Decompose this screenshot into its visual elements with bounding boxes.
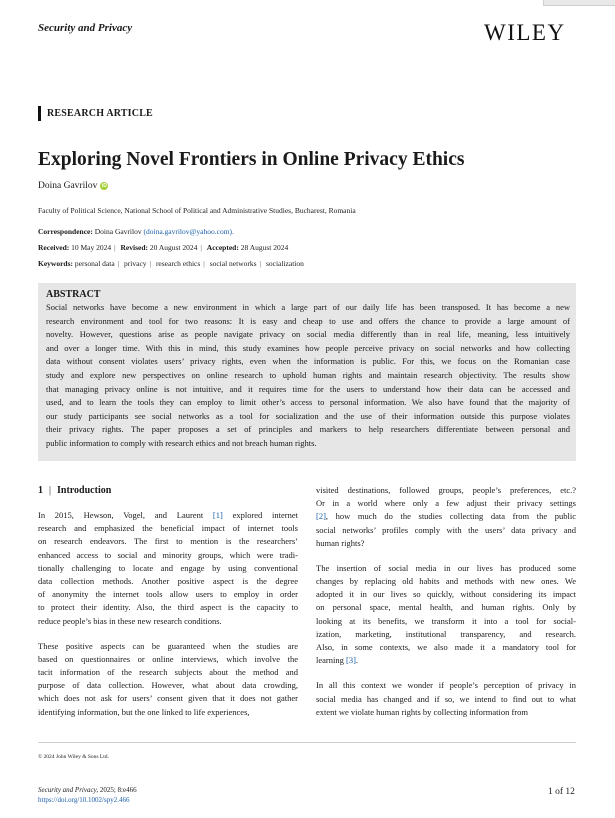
body-line: social networks’ profiles comply with the users’ data privacy and [316, 524, 576, 535]
doi-link[interactable]: https://doi.org/10.1002/spy2.466 [38, 796, 130, 804]
body-line: extent we violate human rights by collecting information from [316, 706, 528, 717]
body-line: The insertion of social media in our lives has produced some [316, 562, 576, 573]
publisher-logo: WILEY [484, 20, 566, 45]
section-title: Introduction [57, 485, 112, 496]
footer-divider [38, 742, 576, 743]
citation-link[interactable]: [2] [316, 511, 326, 522]
body-line: which does not ask for users’ consent given that it does not gather [38, 693, 298, 704]
body-line: Also, in some contexts, we also made it a mandatory tool for [316, 642, 576, 653]
author-name: Doina Gavrilov [38, 181, 98, 191]
page-number: 1 of 12 [548, 787, 575, 797]
body-line: social media has changed and if so, we intend to find out to what [316, 693, 576, 704]
correspondence-name: Doina Gavrilov [94, 227, 142, 236]
body-line: In all this context we wonder if people’s perception of privacy in [316, 680, 576, 691]
correspondence [38, 227, 234, 236]
copyright: © 2024 John Wiley & Sons Ltd. [38, 754, 109, 760]
body-line: based on questionnaires or online interviews, which involve the [38, 653, 298, 664]
author-line [38, 181, 108, 191]
body-line: learning [3]. [316, 655, 359, 666]
body-line: adopted it in our lives so quickly, without considering its impact [316, 589, 576, 600]
abstract-line: data without consent violates users’ privacy rights, even when the information is public. For this, we focus on the Romanian case [46, 356, 570, 367]
section-heading [38, 485, 111, 496]
keywords-label: Keywords: [38, 259, 73, 268]
affiliation: Faculty of Political Science, National School of Political and Administrative Studies, Bucharest, Romania [38, 206, 356, 215]
keyword: personal data [74, 259, 115, 268]
abstract-line: our study participants see social networks as a tool for socialization and the use of their information outside this purpose violates [46, 410, 570, 421]
body-line: [2], how much do the studies collecting data from the public [316, 511, 576, 522]
abstract-line: Social networks have become a new environment in which a large part of our daily life has been transposed. It has become a new [46, 302, 570, 312]
abstract-line: novelty. However, questions arise as people navigate privacy on social media differently than in real life, meaning, less intuitively [46, 329, 570, 340]
dates: Received: 10 May 2024 | Revised: 20 August 2024 | Accepted: 28 August 2024 [38, 243, 289, 252]
body-line: ization, marketing, institutional transparency, and research. [316, 628, 576, 639]
article-type-bar [38, 106, 41, 121]
revised-label: Revised: [120, 243, 148, 252]
browser-corner-tab [543, 0, 615, 6]
citation-link[interactable]: [3] [345, 655, 356, 666]
abstract-line: study and explore new perspectives on online research to uphold human rights and maintain research objectivity. The results show [46, 370, 570, 380]
article-type: RESEARCH ARTICLE [47, 108, 153, 119]
keyword: socialization [265, 259, 304, 268]
body-line: These positive aspects can be guaranteed when the studies are [38, 640, 298, 651]
article-title: Exploring Novel Frontiers in Online Privacy Ethics [38, 149, 465, 170]
body-line: looking at its benefits, we transform it into a tool for social- [316, 615, 576, 626]
section-number: 1 [38, 485, 43, 496]
body-line: tionally challenging to locate and engage by using conventional [38, 562, 298, 573]
abstract-line: used, and to learn the tools they can employ to limit other’s access to personal information. We also have found that the majority of [46, 397, 570, 408]
keyword: privacy [124, 259, 147, 268]
revised-date: 20 August 2024 [149, 243, 198, 252]
accepted-date: 28 August 2024 [240, 243, 289, 252]
keywords: Keywords: personal data | privacy | research ethics | social networks | socialization [38, 259, 304, 268]
abstract-line: research environment and tool for two reasons: It is easy and cheap to use and offers the chance to provide a large amount of [46, 315, 570, 326]
abstract-line: public information to comply with research ethics and not breach human rights. [46, 438, 317, 448]
journal-name: Security and Privacy [38, 22, 133, 34]
body-line: of anonymity the internet tools allow users to employ in order [38, 589, 298, 600]
abstract-line: and over a longer time. With this in mind, this study examines how people perceive privacy on social networks and how collecting [46, 342, 570, 353]
body-line: tacit information of the research subjects about the method and [38, 667, 298, 678]
body-line: visited destinations, followed groups, people’s preferences, etc.? [316, 485, 576, 495]
body-line: In 2015, Hewson, Vogel, and Laurent [1] explored internet [38, 510, 298, 520]
citation [38, 786, 137, 794]
body-line: data collection methods. Another positive aspect is the degree [38, 576, 298, 586]
received-label: Received: [38, 243, 70, 252]
body-line: identifying information, but the one linked to life experiences, [38, 706, 250, 717]
citation-detail: 2025; 8:e466 [99, 786, 137, 794]
body-line: research and emphasized the beneficial impact of internet tools [38, 523, 298, 534]
keyword: social networks [209, 259, 257, 268]
body-line: to protect their identity. Also, the third aspect is the capacity to [38, 602, 298, 613]
correspondence-label: Correspondence: [38, 227, 93, 236]
body-line: on research endeavors. The first to mention is the researchers’ [38, 536, 298, 547]
body-line: reduce people’s bias in these new research conditions. [38, 615, 222, 626]
citation-journal: Security and Privacy, [38, 786, 99, 794]
correspondence-email[interactable]: (doina.gavrilov@yahoo.com). [143, 227, 234, 236]
body-line: purpose of data collection. However, what about data crowding, [38, 680, 298, 691]
abstract-line: that managing privacy online is not intuitive, and it requires time for the users to understand how their data can be accessed and [46, 383, 570, 394]
body-line: changes by replacing old habits and methods with new ones. We [316, 576, 576, 587]
keyword: research ethics [155, 259, 201, 268]
citation-link[interactable]: [1] [212, 510, 223, 520]
body-line: on personal space, mental health, and human rights. Only by [316, 602, 576, 613]
orcid-icon[interactable]: iD [101, 183, 107, 189]
accepted-label: Accepted: [206, 243, 239, 252]
body-line: human rights? [316, 537, 365, 548]
abstract-line: their privacy rights. The paper proposes a set of principles and markers to help researchers differentiate between personal and [46, 424, 570, 435]
body-line: Or in a world where only a few adjust their privacy settings [316, 498, 576, 509]
abstract-heading: ABSTRACT [46, 289, 101, 300]
received-date: 10 May 2024 [71, 243, 112, 252]
body-line: enhanced access to social and minority groups, which were tradi- [38, 549, 298, 560]
section-separator: | [49, 485, 52, 496]
